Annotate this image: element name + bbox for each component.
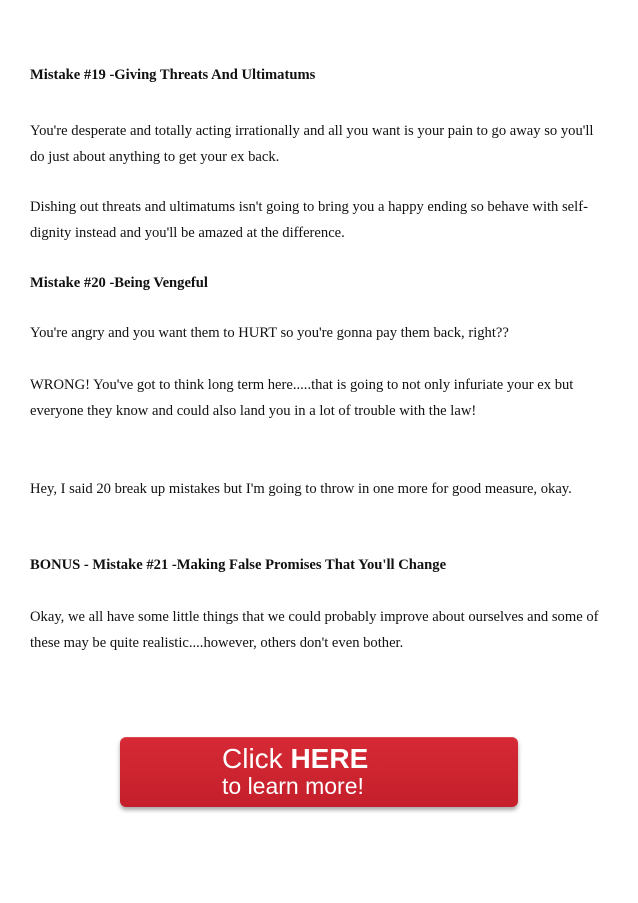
paragraph-mistake-21-okay: Okay, we all have some little things that we could probably improve about ourselves and some of these may be quite realistic....however, others don't even bother. xyxy=(30,609,599,651)
cta-line-2: to learn more! xyxy=(222,773,364,799)
heading-bonus-mistake-21: BONUS - Mistake #21 -Making False Promises That You'll Change xyxy=(30,557,447,573)
paragraph-bonus-intro: Hey, I said 20 break up mistakes but I'm going to throw in one more for good measure, okay. xyxy=(30,481,572,497)
cta-line-1 xyxy=(222,743,368,775)
paragraph-mistake-19-threats: Dishing out threats and ultimatums isn't going to bring you a happy ending so behave with self-dignity instead and you'll be amazed at the difference. xyxy=(30,199,588,241)
heading-mistake-19: Mistake #19 -Giving Threats And Ultimatums xyxy=(30,67,316,83)
paragraph-mistake-20-angry: You're angry and you want them to HURT so you're gonna pay them back, right?? xyxy=(30,325,509,341)
paragraph-mistake-20-wrong: WRONG! You've got to think long term here.....that is going to not only infuriate your ex but everyone they know and could also land you in a lot of trouble with the law! xyxy=(30,377,574,419)
cta-prefix: Click xyxy=(222,743,291,774)
click-here-button[interactable] xyxy=(120,737,518,807)
paragraph-mistake-19-desperate: You're desperate and totally acting irrationally and all you want is your pain to go away so you'll do just about anything to get your ex back. xyxy=(30,123,594,165)
heading-mistake-20: Mistake #20 -Being Vengeful xyxy=(30,275,208,291)
cta-strong-text: HERE xyxy=(290,743,369,774)
